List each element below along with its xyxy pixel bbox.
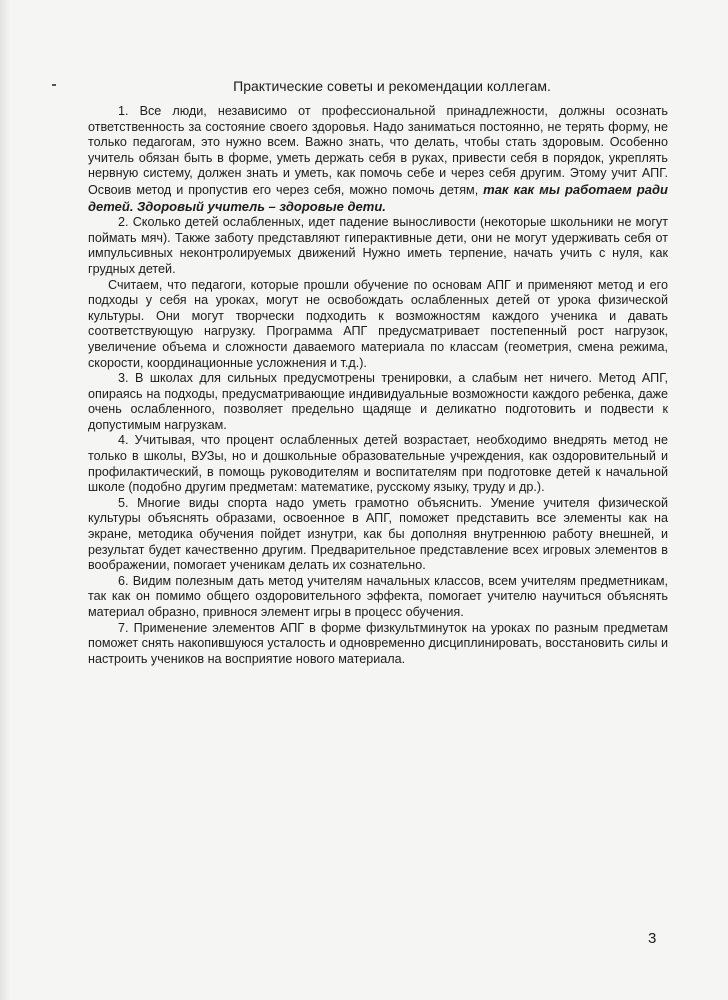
paragraph-5: 5. Многие виды спорта надо уметь грамотно объяснить. Умение учителя физической культуры объяснять образами, освоенное в АПГ, поможет представить все элементы как на экране, методика обучения пойдет изнутри, как бы дополняя внутреннюю работу внешней, и результат будет качественно другим. Предварительное представление всех игровых элементов в воображении, помогает ученикам делать их сознательно.: [88, 495, 668, 573]
document-body: [88, 104, 668, 667]
paragraph-4: 4. Учитывая, что процент ослабленных детей возрастает, необходимо внедрять метод не только в школы, ВУЗы, но и дошкольные образовательные учреждения, как оздоровительный и профилактический, в помощь руководителям и воспитателям при подготовке детей к начальной школе (подобно другим предметам: математике, русскому языку, труду и др.).: [88, 433, 668, 495]
scan-edge-shadow: [0, 0, 10, 1000]
page-number: 3: [648, 930, 657, 947]
paragraph-2b: Считаем, что педагоги, которые прошли обучение по основам АПГ и применяют метод и его подходы у себя на уроках, могут не освобождать ослабленных детей от урока физической культуры. Они могут творчески подходить к возможностям каждого ученика и давать соответствующую нагрузку. Программа АПГ предусматривает постепенный рост нагрузок, увеличение объема и сложности даваемого материала по классам (геометрия, смена режима, скорости, координационные усложнения и т.д.).: [88, 277, 668, 370]
paragraph-7: 7. Применение элементов АПГ в форме физкультминуток на уроках по разным предметам поможет снять накопившуюся усталость и одновременно дисциплинировать, восстановить силы и настроить учеников на восприятие нового материала.: [88, 620, 668, 666]
paragraph-1: [88, 104, 668, 215]
paragraph-2: 2. Сколько детей ослабленных, идет падение выносливости (некоторые школьники не могут поймать мяч). Также заботу представляют гиперактивные дети, они не могут удерживать себя от импульсивных неконтролируемых движений Нужно иметь терпение, начать учить с нуля, как грудных детей.: [88, 215, 668, 276]
paragraph-6: 6. Видим полезным дать метод учителям начальных классов, всем учителям предметникам, так как он помимо общего оздоровительного эффекта, помогает учителю научиться объяснять материал образно, привнося элемент игры в процесс обучения.: [88, 573, 668, 619]
paragraph-1-text: 1. Все люди, независимо от профессиональной принадлежности, должны осознать ответственность за состояние своего здоровья. Надо заниматься постоянно, не терять форму, не только педагогам, это нужно всем. Важно знать, что делать, чтобы стать здоровым. Особенно учитель обязан быть в форме, уметь держать себя в руках, привести себя в порядок, укреплять нервную систему, должен знать и уметь, как помочь себе и через себя другим. Этому учит АПГ. Освоив метод и пропустив его через себя, можно помочь детям,: [88, 104, 668, 197]
paragraph-3: 3. В школах для сильных предусмотрены тренировки, а слабым нет ничего. Метод АПГ, опираясь на подходы, предусматривающие индивидуальные возможности каждого ребенка, даже очень ослабленного, позволяет предельно щадяще и деликатно подготовить и подвести к допустимым нагрузкам.: [88, 371, 668, 432]
document-title: Практические советы и рекомендации коллегам.: [233, 78, 551, 94]
paragraph-1-emphasis: так как мы работаем ради детей. Здоровый учитель – здоровые дети.: [88, 181, 668, 214]
